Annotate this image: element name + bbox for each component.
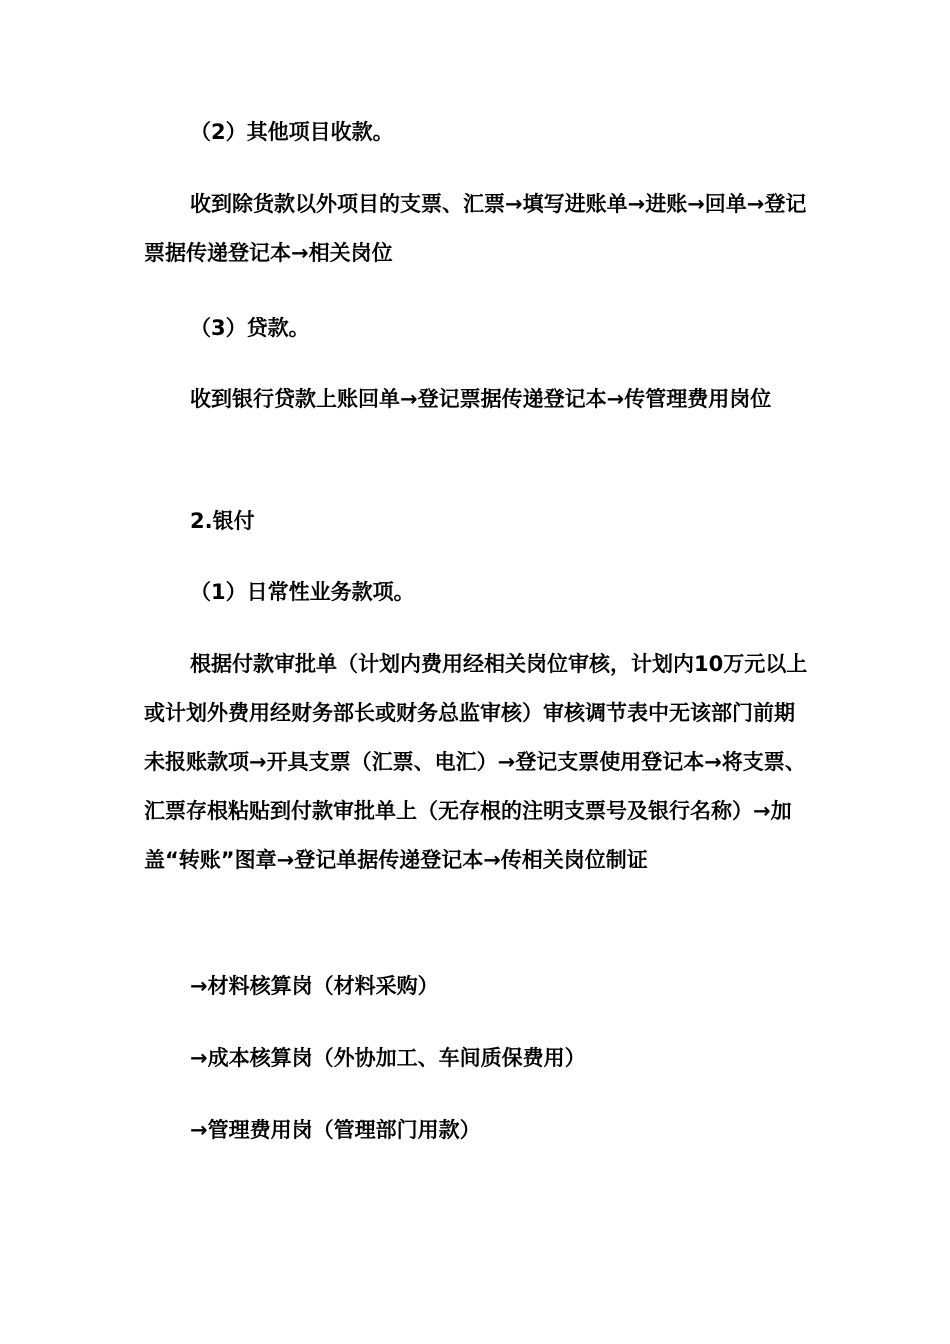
list-item-cost-accounting: →成本核算岗（外协加工、车间质保费用） [190, 1046, 586, 1070]
heading-loans: （3）贷款。 [190, 316, 310, 340]
list-item-material-accounting: →材料核算岗（材料采购） [190, 974, 439, 998]
heading-other-receipts: （2）其他项目收款。 [190, 120, 394, 144]
heading-daily-payments: （1）日常性业务款项。 [190, 580, 415, 604]
list-item-admin-expense: →管理费用岗（管理部门用款） [190, 1118, 481, 1142]
paragraph-loans-flow: 收到银行贷款上账回单→登记票据传递登记本→传管理费用岗位 [190, 387, 772, 411]
paragraph-other-receipts-flow: 收到除货款以外项目的支票、汇票→填写进账单→进账→回单→登记票据传递登记本→相关岗位 [144, 192, 807, 265]
paragraph-daily-payments-flow: 根据付款审批单（计划内费用经相关岗位审核，计划内10万元以上或计划外费用经财务部长或财务总监审核）审核调节表中无该部门前期未报账款项→开具支票（汇票、电汇）→登记支票使用登记本→将支票、汇票存根粘贴到付款审批单上（无存根的注明支票号及银行名称）→加盖“转账”图章→登记单据传递登记本→传相关岗位制证 [144, 652, 808, 872]
heading-bank-payment: 2.银付 [190, 509, 255, 533]
